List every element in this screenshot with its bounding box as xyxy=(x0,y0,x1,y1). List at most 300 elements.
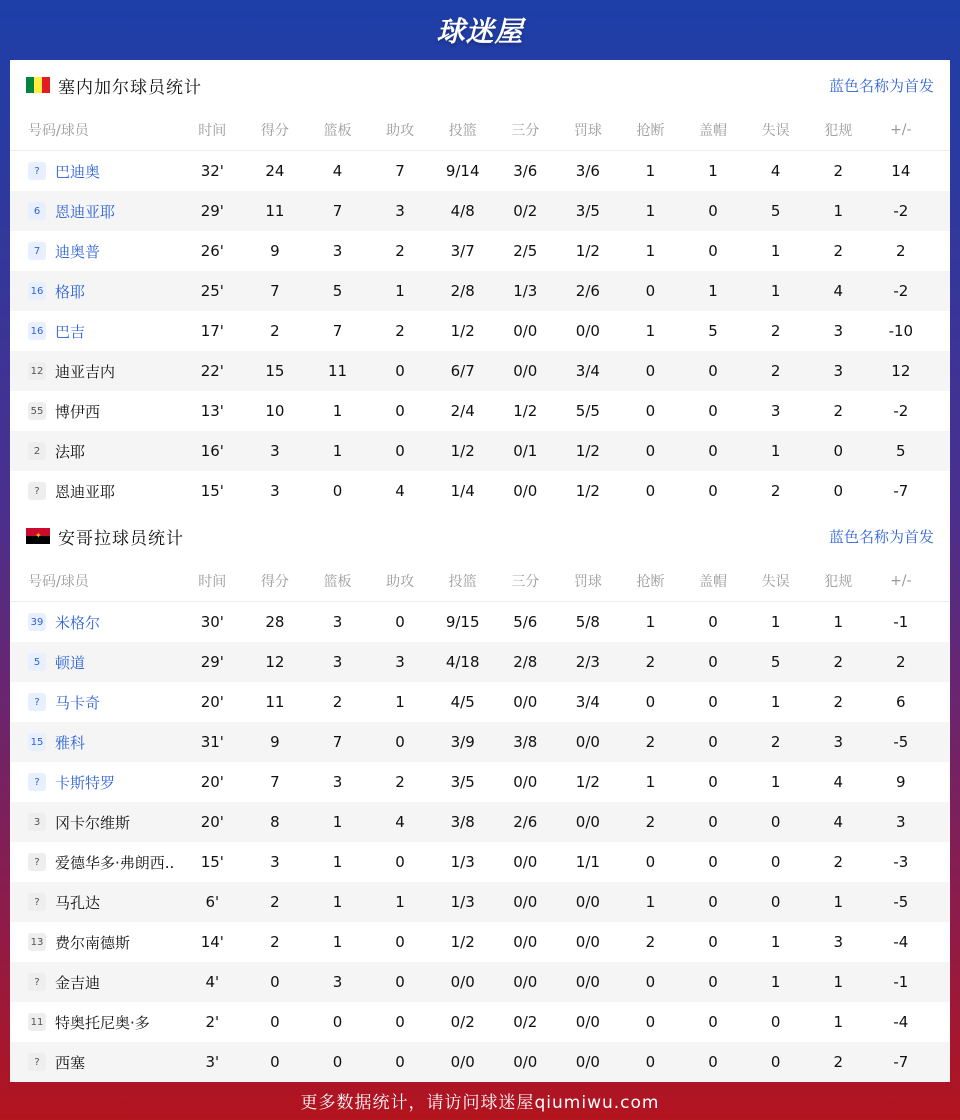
stat-cell: 5/6 xyxy=(513,613,538,631)
stat-cell: 1 xyxy=(770,933,781,951)
stat-cell: 0/0 xyxy=(513,1053,538,1071)
stat-cell: 0 xyxy=(332,1053,343,1071)
stat-cell: 11 xyxy=(265,693,285,711)
stat-cell: 11 xyxy=(265,202,285,220)
stat-cell: 3/8 xyxy=(513,733,538,751)
stat-cell: 4/5 xyxy=(450,693,475,711)
stat-cell: 1/2 xyxy=(575,242,600,260)
player-name-link[interactable]: 迪亚吉内 xyxy=(55,362,116,381)
stat-cell: 1 xyxy=(332,442,343,460)
stat-cell: 0 xyxy=(270,1053,280,1071)
player-name-link[interactable]: 法耶 xyxy=(55,442,86,461)
stat-cell: 2 xyxy=(833,653,843,671)
player-cell xyxy=(10,892,181,913)
stat-cell: 0 xyxy=(833,442,843,460)
stat-cell: 3 xyxy=(332,973,343,991)
stat-cell: 0 xyxy=(708,773,718,791)
player-name-link[interactable]: 马孔达 xyxy=(55,893,101,912)
stat-cell: 9 xyxy=(270,733,280,751)
stat-cell: 1/4 xyxy=(450,482,475,500)
jersey-number-badge: 13 xyxy=(28,933,46,951)
stat-cell: 6 xyxy=(896,693,906,711)
stat-cell: -10 xyxy=(888,322,914,340)
stat-cell: 0/0 xyxy=(513,362,538,380)
jersey-number-badge: 11 xyxy=(28,1013,46,1031)
stat-cell: 1 xyxy=(770,693,781,711)
stat-cell: 0/2 xyxy=(450,1013,475,1031)
player-cell xyxy=(10,361,181,382)
stat-cell: 3/4 xyxy=(575,693,600,711)
stat-cell: 2 xyxy=(645,733,656,751)
player-name-link[interactable]: 雅科 xyxy=(55,733,86,752)
stat-cell: 1 xyxy=(645,613,656,631)
player-name-link[interactable]: 博伊西 xyxy=(55,402,101,421)
section-header xyxy=(10,511,950,561)
stat-cell: 5 xyxy=(770,653,781,671)
stat-cell: 0 xyxy=(708,613,718,631)
stat-cell: 22' xyxy=(200,362,224,380)
player-row[interactable] xyxy=(10,722,950,762)
stat-cell: 0 xyxy=(645,282,656,300)
stat-cell: 0/0 xyxy=(575,1013,600,1031)
stat-cell: 1 xyxy=(708,162,718,180)
stat-cell: 17' xyxy=(200,322,224,340)
stat-cell: -4 xyxy=(893,933,909,951)
stat-cell: 29' xyxy=(200,202,224,220)
stat-cell: 0 xyxy=(708,402,718,420)
stat-cell: 12 xyxy=(891,362,911,380)
player-cell xyxy=(10,481,181,502)
stat-cell: 1/2 xyxy=(450,322,475,340)
stat-cell: 2 xyxy=(896,242,906,260)
stat-cell: 0/0 xyxy=(450,973,475,991)
stat-cell: 0 xyxy=(708,202,718,220)
stat-cell: 15' xyxy=(200,482,224,500)
player-cell xyxy=(10,732,181,753)
stat-cell: 0 xyxy=(708,653,718,671)
player-cell xyxy=(10,281,181,302)
team-title: 安哥拉球员统计 xyxy=(58,528,184,549)
player-row[interactable] xyxy=(10,842,950,882)
stat-cell: 4/8 xyxy=(450,202,475,220)
table-header-row xyxy=(10,110,950,151)
player-row[interactable] xyxy=(10,231,950,271)
stat-cell: 4 xyxy=(332,162,343,180)
stat-cell: 20' xyxy=(200,693,224,711)
stat-cell: 3 xyxy=(833,933,843,951)
stat-cell: 0/0 xyxy=(513,322,538,340)
jersey-number-badge: 39 xyxy=(28,613,46,631)
column-header: 抢断 xyxy=(636,123,665,139)
stat-cell: 0 xyxy=(770,813,781,831)
column-header: 罚球 xyxy=(573,574,602,590)
stat-cell: 3/5 xyxy=(575,202,600,220)
stat-cell: 1 xyxy=(332,893,343,911)
stat-cell: -4 xyxy=(893,1013,909,1031)
player-cell xyxy=(10,692,181,713)
stat-cell: 9 xyxy=(896,773,906,791)
stat-cell: 1/2 xyxy=(450,442,475,460)
stat-cell: 2 xyxy=(395,773,405,791)
player-name-link[interactable]: 格耶 xyxy=(55,282,86,301)
player-name-link[interactable]: 爱德华多·弗朗西.. xyxy=(55,853,175,872)
angola-flag-icon: ✦ xyxy=(26,528,50,544)
jersey-number-badge: 16 xyxy=(28,282,46,300)
column-header: 投篮 xyxy=(448,574,477,590)
stat-cell: 0/0 xyxy=(513,693,538,711)
team-section xyxy=(10,511,950,1082)
stat-cell: -3 xyxy=(893,853,909,871)
player-name-link[interactable]: 卡斯特罗 xyxy=(55,773,116,792)
stat-cell: 0 xyxy=(708,1013,718,1031)
stat-cell: 2 xyxy=(833,1053,843,1071)
stat-cell: 4 xyxy=(395,482,405,500)
player-cell xyxy=(10,612,181,633)
stat-cell: 3/9 xyxy=(450,733,475,751)
stat-cell: 2 xyxy=(270,933,280,951)
stat-cell: 2 xyxy=(833,853,843,871)
stat-cell: 7 xyxy=(332,202,343,220)
stat-cell: 1 xyxy=(645,773,656,791)
column-header: 三分 xyxy=(511,123,540,139)
stat-cell: 6' xyxy=(205,893,220,911)
player-name-link[interactable]: 恩迪亚耶 xyxy=(55,202,116,221)
stat-cell: 2 xyxy=(833,402,843,420)
stat-cell: 2 xyxy=(395,242,405,260)
stat-cell: 0 xyxy=(708,733,718,751)
stat-cell: 3 xyxy=(332,613,343,631)
stat-cell: 7 xyxy=(332,322,343,340)
player-name-link[interactable]: 费尔南德斯 xyxy=(55,933,131,952)
stat-cell: 0/0 xyxy=(513,933,538,951)
stat-cell: 3 xyxy=(270,853,280,871)
stat-cell: 1 xyxy=(770,442,781,460)
stat-cell: 0 xyxy=(395,442,405,460)
stat-cell: 0 xyxy=(645,1013,656,1031)
senegal-flag-icon xyxy=(26,77,50,93)
column-header: 投篮 xyxy=(448,123,477,139)
player-name-link[interactable]: 特奥托尼奥·多 xyxy=(55,1013,150,1032)
player-row[interactable] xyxy=(10,922,950,962)
stat-cell: 1 xyxy=(645,202,656,220)
player-row[interactable] xyxy=(10,471,950,511)
player-row[interactable] xyxy=(10,762,950,802)
stat-cell: 25' xyxy=(200,282,224,300)
player-cell xyxy=(10,772,181,793)
stat-cell: 0 xyxy=(833,482,843,500)
stat-cell: 2 xyxy=(770,362,781,380)
stat-cell: 1 xyxy=(645,893,656,911)
stat-cell: 3/6 xyxy=(575,162,600,180)
stat-cell: -1 xyxy=(893,973,909,991)
stat-cell: 28 xyxy=(265,613,285,631)
stat-cell: 0 xyxy=(708,482,718,500)
stat-cell: -2 xyxy=(893,202,909,220)
column-header: 犯规 xyxy=(824,574,853,590)
stat-cell: -2 xyxy=(893,402,909,420)
jersey-number-badge: 55 xyxy=(28,402,46,420)
stat-cell: 3 xyxy=(833,362,843,380)
stat-cell: 3 xyxy=(833,322,843,340)
stat-cell: 0 xyxy=(708,933,718,951)
player-row[interactable] xyxy=(10,882,950,922)
player-row[interactable] xyxy=(10,962,950,1002)
player-cell xyxy=(10,1012,181,1033)
stat-cell: 5 xyxy=(896,442,906,460)
stat-cell: 0/0 xyxy=(575,893,600,911)
jersey-number-badge: 7 xyxy=(28,242,46,260)
stat-cell: 1 xyxy=(770,773,781,791)
stat-cell: 2/6 xyxy=(513,813,538,831)
stat-cell: 0 xyxy=(270,1013,280,1031)
stat-cell: 0 xyxy=(645,973,656,991)
stat-cell: 6/7 xyxy=(450,362,475,380)
table-header-row xyxy=(10,561,950,602)
starter-legend: 蓝色名称为首发 xyxy=(828,76,934,95)
jersey-number-badge: 5 xyxy=(28,653,46,671)
stat-cell: 0 xyxy=(708,442,718,460)
stat-cell: 10 xyxy=(265,402,285,420)
stat-cell: 1/1 xyxy=(575,853,600,871)
stat-cell: 30' xyxy=(200,613,224,631)
stat-cell: 0 xyxy=(332,1013,343,1031)
player-cell xyxy=(10,441,181,462)
stat-cell: -5 xyxy=(893,893,909,911)
stat-cell: 0 xyxy=(645,402,656,420)
player-name-link[interactable]: 顿道 xyxy=(55,653,86,672)
stat-cell: 0/0 xyxy=(575,1053,600,1071)
jersey-number-badge: 3 xyxy=(28,813,46,831)
stat-cell: 1 xyxy=(645,162,656,180)
column-header: 盖帽 xyxy=(699,574,728,590)
player-name-link[interactable]: 西塞 xyxy=(55,1053,86,1072)
stat-cell: 26' xyxy=(200,242,224,260)
column-header: 三分 xyxy=(511,574,540,590)
site-logo: 球迷屋 xyxy=(436,15,524,48)
column-header: 盖帽 xyxy=(699,123,728,139)
stat-cell: -2 xyxy=(893,282,909,300)
jersey-number-badge: ? xyxy=(28,853,46,871)
column-header: 助攻 xyxy=(386,123,415,139)
player-row[interactable] xyxy=(10,151,950,191)
stat-cell: 20' xyxy=(200,773,224,791)
stat-cell: 3/5 xyxy=(450,773,475,791)
player-name-link[interactable]: 金吉迪 xyxy=(55,973,101,992)
stat-cell: 2 xyxy=(770,733,781,751)
player-row[interactable] xyxy=(10,1042,950,1082)
stat-cell: 2 xyxy=(770,322,781,340)
stat-cell: 0/0 xyxy=(575,813,600,831)
player-row[interactable] xyxy=(10,271,950,311)
jersey-number-badge: ? xyxy=(28,482,46,500)
stat-cell: 0 xyxy=(395,933,405,951)
stat-cell: 0 xyxy=(395,853,405,871)
stat-cell: 2 xyxy=(270,322,280,340)
stat-cell: 2/8 xyxy=(513,653,538,671)
stat-cell: 2/6 xyxy=(575,282,600,300)
stat-cell: -5 xyxy=(893,733,909,751)
player-name-link[interactable]: 马卡奇 xyxy=(55,693,101,712)
stat-cell: 7 xyxy=(332,733,343,751)
stat-cell: 0 xyxy=(395,402,405,420)
stat-cell: 7 xyxy=(270,282,280,300)
stat-cell: 2/5 xyxy=(513,242,538,260)
stat-cell: 2/8 xyxy=(450,282,475,300)
stat-cell: 1 xyxy=(833,973,843,991)
column-header: 篮板 xyxy=(323,123,352,139)
player-cell xyxy=(10,401,181,422)
stat-cell: 3 xyxy=(395,202,405,220)
stat-cell: 1/3 xyxy=(450,893,475,911)
player-row[interactable] xyxy=(10,431,950,471)
stat-cell: 4 xyxy=(833,773,843,791)
stat-cell: 9/14 xyxy=(445,162,480,180)
stat-cell: 2 xyxy=(770,482,781,500)
stat-cell: 4 xyxy=(770,162,781,180)
column-header: +/- xyxy=(890,573,912,589)
stat-cell: 1 xyxy=(833,1013,843,1031)
stat-cell: 0 xyxy=(395,613,405,631)
column-header: 助攻 xyxy=(386,574,415,590)
stat-cell: 3 xyxy=(332,653,343,671)
stat-cell: 5/8 xyxy=(575,613,600,631)
stat-cell: 3 xyxy=(833,733,843,751)
stat-cell: 31' xyxy=(200,733,224,751)
stat-cell: 4 xyxy=(395,813,405,831)
stat-cell: 5 xyxy=(332,282,343,300)
stat-cell: -1 xyxy=(893,613,909,631)
stat-cell: 32' xyxy=(200,162,224,180)
stat-cell: 0 xyxy=(395,733,405,751)
player-row[interactable] xyxy=(10,682,950,722)
player-row[interactable] xyxy=(10,642,950,682)
stat-cell: 0/0 xyxy=(450,1053,475,1071)
stat-cell: 11 xyxy=(327,362,348,380)
stat-cell: 0/0 xyxy=(575,733,600,751)
stat-cell: 1 xyxy=(833,202,843,220)
column-header: 号码/球员 xyxy=(28,123,89,139)
stat-cell: 2 xyxy=(645,813,656,831)
stat-cell: 0/0 xyxy=(513,853,538,871)
stat-cell: 5/5 xyxy=(575,402,600,420)
column-header: 篮板 xyxy=(323,574,352,590)
stat-cell: 1 xyxy=(770,973,781,991)
jersey-number-badge: 16 xyxy=(28,322,46,340)
player-row[interactable] xyxy=(10,351,950,391)
app-header xyxy=(0,0,960,60)
footer-banner: 更多数据统计，请访问球迷屋qiumiwu.com xyxy=(300,1092,660,1113)
stat-cell: 3 xyxy=(332,773,343,791)
stat-cell: -7 xyxy=(893,482,909,500)
stat-cell: 0/0 xyxy=(513,973,538,991)
player-cell xyxy=(10,972,181,993)
jersey-number-badge: ? xyxy=(28,162,46,180)
player-name-link[interactable]: 恩迪亚耶 xyxy=(55,482,116,501)
player-name-link[interactable]: 冈卡尔维斯 xyxy=(55,813,131,832)
player-row[interactable] xyxy=(10,391,950,431)
stat-cell: 0 xyxy=(395,362,405,380)
stat-cell: 3 xyxy=(332,242,343,260)
stat-cell: 2 xyxy=(896,653,906,671)
player-name-link[interactable]: 巴迪奥 xyxy=(55,162,101,181)
stat-cell: 7 xyxy=(270,773,280,791)
team-title: 塞内加尔球员统计 xyxy=(58,77,202,98)
stat-cell: 0 xyxy=(708,853,718,871)
stat-cell: 0 xyxy=(332,482,343,500)
column-header: 抢断 xyxy=(636,574,665,590)
stat-cell: 2 xyxy=(645,653,656,671)
stat-cell: 0/0 xyxy=(513,773,538,791)
stat-cell: 0 xyxy=(770,893,781,911)
stat-cell: 1 xyxy=(332,813,343,831)
stat-cell: 2 xyxy=(833,693,843,711)
stat-cell: 1 xyxy=(395,693,405,711)
column-header: +/- xyxy=(890,122,912,138)
stat-cell: 1 xyxy=(332,853,343,871)
jersey-number-badge: 15 xyxy=(28,733,46,751)
column-header: 犯规 xyxy=(824,123,853,139)
column-header: 失误 xyxy=(761,574,790,590)
stat-cell: 1 xyxy=(770,282,781,300)
player-cell xyxy=(10,161,181,182)
stat-cell: 8 xyxy=(270,813,280,831)
stat-cell: 1 xyxy=(645,322,656,340)
player-row[interactable] xyxy=(10,311,950,351)
stat-cell: 1 xyxy=(833,893,843,911)
stat-cell: 0 xyxy=(708,242,718,260)
player-name-link[interactable]: 迪奥普 xyxy=(55,242,101,261)
stat-cell: 3/6 xyxy=(513,162,538,180)
stat-cell: 15' xyxy=(200,853,224,871)
stat-cell: 4 xyxy=(833,813,843,831)
jersey-number-badge: ? xyxy=(28,693,46,711)
stat-cell: 0 xyxy=(708,1053,718,1071)
player-row[interactable] xyxy=(10,1002,950,1042)
stat-cell: 1/2 xyxy=(575,773,600,791)
stat-cell: 1 xyxy=(770,613,781,631)
stat-cell: -7 xyxy=(893,1053,909,1071)
stat-cell: 2 xyxy=(332,693,343,711)
stat-cell: 0 xyxy=(708,813,718,831)
stat-cell: 2 xyxy=(270,893,280,911)
player-row[interactable] xyxy=(10,802,950,842)
stat-cell: 3' xyxy=(205,1053,220,1071)
stat-cell: 0/0 xyxy=(575,933,600,951)
stat-cell: 2 xyxy=(833,242,843,260)
column-header: 时间 xyxy=(198,574,227,590)
stat-cell: 13' xyxy=(200,402,224,420)
player-row[interactable] xyxy=(10,191,950,231)
stat-cell: 12 xyxy=(265,653,285,671)
stat-cell: 0/2 xyxy=(513,202,538,220)
player-cell xyxy=(10,812,181,833)
stat-cell: 5 xyxy=(708,322,718,340)
stat-cell: 9/15 xyxy=(445,613,480,631)
player-row[interactable] xyxy=(10,602,950,642)
player-name-link[interactable]: 米格尔 xyxy=(55,613,101,632)
player-cell xyxy=(10,852,181,873)
stat-cell: 4 xyxy=(833,282,843,300)
stat-cell: 0/0 xyxy=(575,973,600,991)
stat-cell: 20' xyxy=(200,813,224,831)
stat-cell: 3 xyxy=(896,813,906,831)
jersey-number-badge: ? xyxy=(28,893,46,911)
stat-cell: 7 xyxy=(395,162,405,180)
stat-cell: 1 xyxy=(645,242,656,260)
stat-cell: 29' xyxy=(200,653,224,671)
team-section xyxy=(10,60,950,511)
player-name-link[interactable]: 巴吉 xyxy=(55,322,86,341)
